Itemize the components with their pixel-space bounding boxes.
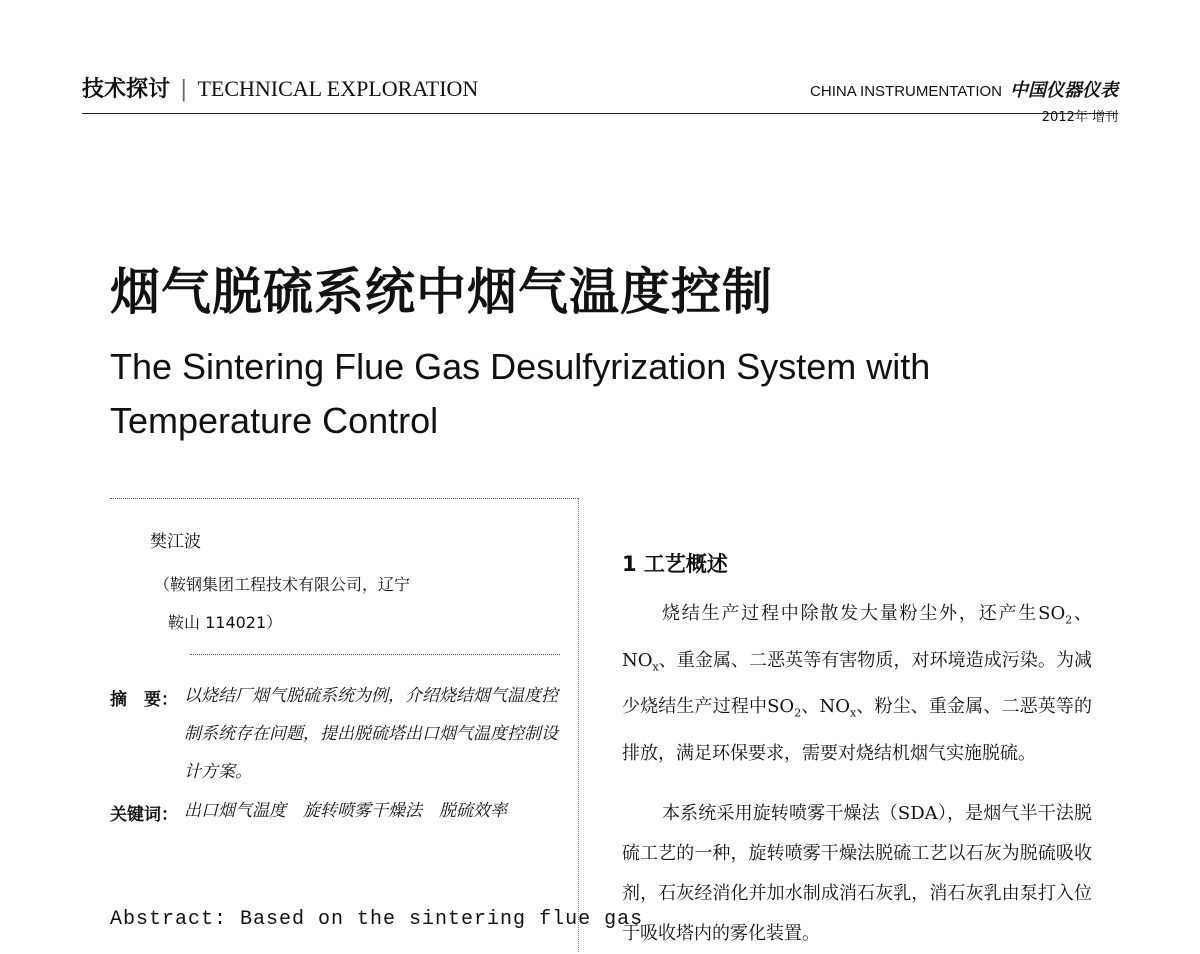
author-affiliation	[154, 566, 554, 642]
journal-name-cn: 中国仪器仪表	[1010, 80, 1118, 101]
running-header-left	[82, 72, 478, 103]
journal-name	[810, 76, 1118, 102]
paragraph-2: 本系统采用旋转喷雾干燥法（SDA），是烟气半干法脱硫工艺的一种，旋转喷雾干燥法脱硫工艺以石灰为脱硫吸收剂，石灰经消化并加水制成消石灰乳，消石灰乳由泵打入位于吸收塔内的雾化装置。	[622, 803, 1092, 944]
header-rule	[82, 113, 1118, 114]
paragraph-1: 烧结生产过程中除散发大量粉尘外，还产生$SO_2$、$NO_x$、重金属、二恶英等有害物质，对环境造成污染。为减少烧结生产过程中$SO_2$、$NO_x$、粉尘、重金属、二恶英等的排放，满足环保要求，需要对烧结机烟气实施脱硫。	[622, 603, 1093, 764]
keywords-label: 关键词：	[110, 805, 178, 825]
header-separator: |	[180, 77, 188, 102]
affiliation-line1: （鞍钢集团工程技术有限公司，辽宁	[154, 575, 411, 594]
title-cn: 烟气脱硫系统中烟气温度控制	[110, 263, 773, 321]
author-block-bottom-rule	[190, 654, 560, 655]
column-divider	[578, 498, 579, 952]
section-heading: 1 工艺概述	[622, 552, 728, 576]
journal-name-en: CHINA INSTRUMENTATION	[810, 83, 1002, 100]
abstract-cn-label: 摘 要：	[110, 690, 178, 710]
author-name: 樊江波	[150, 532, 201, 552]
column-name-en: TECHNICAL EXPLORATION	[197, 76, 479, 101]
title-en: The Sintering Flue Gas Desulfyrization System with Temperature Control	[110, 346, 931, 441]
abstract-en: Abstract: Based on the sintering flue gas	[110, 908, 644, 931]
affiliation-line2: 鞍山 114021）	[168, 613, 283, 632]
issue-label: 2012年 增刊	[1041, 110, 1118, 125]
abstract-cn-text: 以烧结厂烟气脱硫系统为例，介绍烧结烟气温度控制系统存在问题，提出脱硫塔出口烟气温度控制设计方案。	[184, 686, 558, 782]
column-name-cn: 技术探讨	[82, 77, 171, 102]
author-block-top-rule	[110, 498, 578, 499]
keywords-text: 出口烟气温度 旋转喷雾干燥法 脱硫效率	[184, 801, 507, 821]
